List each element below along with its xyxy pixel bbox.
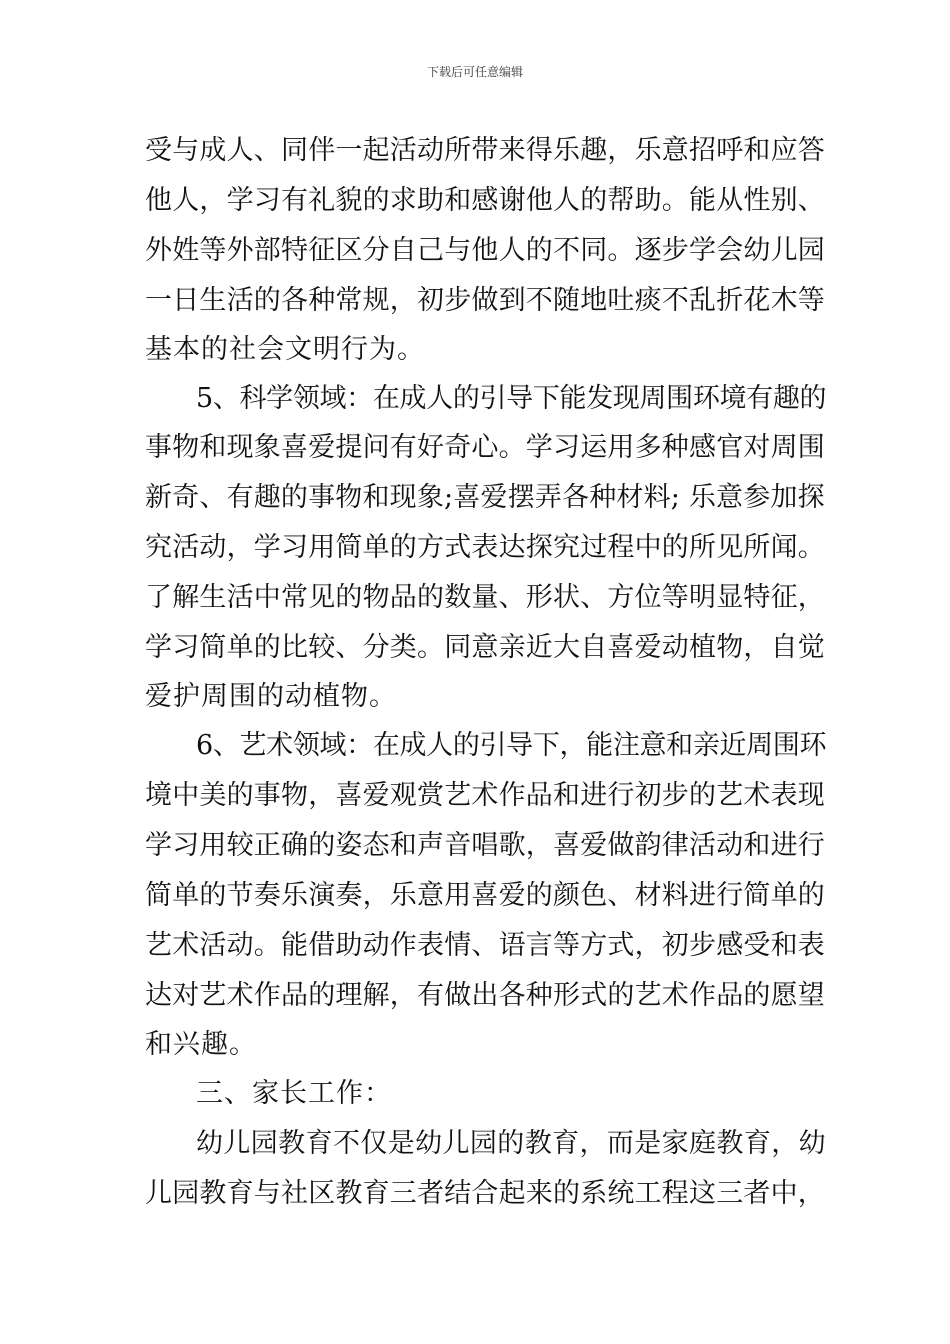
body-line: 6、艺术领域：在成人的引导下，能注意和亲近周围环 [196,730,827,761]
body-line: 新奇、有趣的事物和现象;喜爱摆弄各种材料; 乐意参加探 [145,482,825,513]
body-line: 究活动，学习用简单的方式表达探究过程中的所见所闻。 [145,532,825,563]
body-line: 简单的节奏乐演奏，乐意用喜爱的颜色、材料进行简单的 [145,880,825,911]
body-line: 基本的社会文明行为。 [145,334,425,365]
body-line: 一日生活的各种常规，初步做到不随地吐痰不乱折花木等 [145,285,825,316]
body-line: 外姓等外部特征区分自己与他人的不同。逐步学会幼儿园 [145,235,825,266]
body-line: 学习简单的比较、分类。同意亲近大自喜爱动植物，自觉 [145,632,825,663]
section-heading: 三、家长工作： [196,1078,392,1109]
body-line: 学习用较正确的姿态和声音唱歌，喜爱做韵律活动和进行 [145,830,825,861]
body-line: 了解生活中常见的物品的数量、形状、方位等明显特征， [145,582,825,613]
body-line: 和兴趣。 [145,1029,257,1060]
body-line: 爱护周围的动植物。 [145,681,397,712]
page-header: 下载后可任意编辑 [426,65,523,79]
body-line: 达对艺术作品的理解，有做出各种形式的艺术作品的愿望 [145,980,825,1011]
body-line: 儿园教育与社区教育三者结合起来的系统工程这三者中， [145,1178,825,1209]
body-line: 他人，学习有礼貌的求助和感谢他人的帮助。能从性别、 [145,185,825,216]
body-line: 受与成人、同伴一起活动所带来得乐趣，乐意招呼和应答 [145,135,825,166]
body-line: 艺术活动。能借助动作表情、语言等方式，初步感受和表 [145,930,825,961]
body-line: 境中美的事物，喜爱观赏艺术作品和进行初步的艺术表现 [145,780,825,811]
body-line: 5、科学领域：在成人的引导下能发现周围环境有趣的 [196,383,827,414]
body-line: 幼儿园教育不仅是幼儿园的教育，而是家庭教育，幼 [196,1128,826,1159]
body-line: 事物和现象喜爱提问有好奇心。学习运用多种感官对周围 [145,432,825,463]
